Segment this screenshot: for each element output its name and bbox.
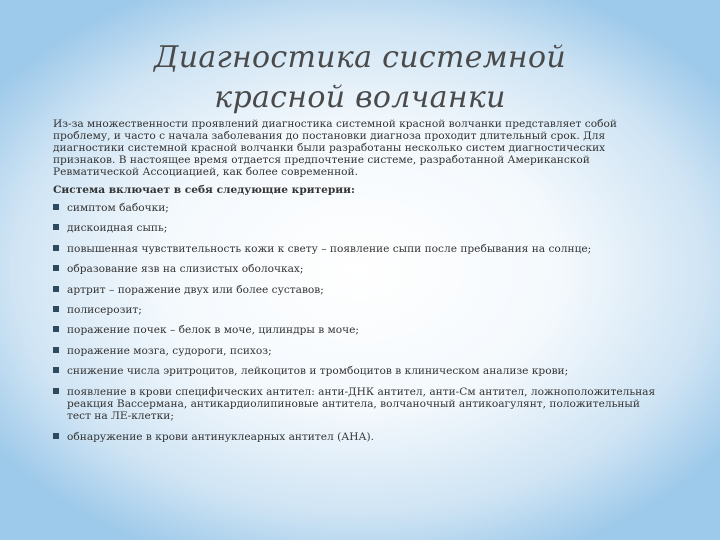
list-item [53,304,665,316]
square-bullet-icon [53,265,59,271]
list-item [53,386,665,422]
criteria-list [53,202,665,443]
square-bullet-icon [53,388,59,394]
intro-paragraph: Из-за множественности проявлений диагностика системной красной волчанки представляет собой проблему, и часто с начала заболевания до постановки диагноза проходит длительный срок. Для диагностики системной красной волчанки были разработаны несколько систем диагностических признаков. В настоящее время отдается предпочтение системе, разработанной Американской Ревматической Ассоциацией, как более современной. [53,118,617,179]
list-item [53,365,665,377]
square-bullet-icon [53,306,59,312]
list-item [53,345,665,357]
criteria-text: появление в крови специфических антител: анти-ДНК антител, анти-См антител, ложноположительная реакция Вассермана, антикардиолипиновые антитела, волчаночный антикоагулянт, положительный тест на ЛЕ-клетки; [67,385,656,423]
criteria-text: обнаружение в крови антинуклеарных антител (АНА). [67,430,375,443]
square-bullet-icon [53,367,59,373]
square-bullet-icon [53,204,59,210]
list-item [53,324,665,336]
square-bullet-icon [53,326,59,332]
square-bullet-icon [53,245,59,251]
list-item [53,284,665,296]
slide-content [53,118,665,451]
list-item [53,222,665,234]
slide-title [100,38,620,118]
list-item [53,243,665,255]
criteria-text: поражение почек – белок в моче, цилиндры в моче; [67,324,359,337]
criteria-text: дискоидная сыпь; [67,222,168,235]
criteria-text: полисерозит; [67,303,142,316]
slide-title-line-1: Диагностика системной [154,40,566,75]
criteria-text: образование язв на слизистых оболочках; [67,263,304,276]
criteria-text: симптом бабочки; [67,201,169,214]
square-bullet-icon [53,433,59,439]
square-bullet-icon [53,286,59,292]
square-bullet-icon [53,224,59,230]
list-item [53,431,665,443]
criteria-text: снижение числа эритроцитов, лейкоцитов и тромбоцитов в клиническом анализе крови; [67,365,569,378]
criteria-text: повышенная чувствительность кожи к свету – появление сыпи после пребывания на солнце; [67,242,592,255]
list-item [53,202,665,214]
slide-title-line-2: красной волчанки [214,80,506,115]
square-bullet-icon [53,347,59,353]
criteria-text: поражение мозга, судороги, психоз; [67,344,272,357]
list-item [53,263,665,275]
criteria-text: артрит – поражение двух или более суставов; [67,283,324,296]
criteria-heading: Система включает в себя следующие критерии: [53,184,355,197]
